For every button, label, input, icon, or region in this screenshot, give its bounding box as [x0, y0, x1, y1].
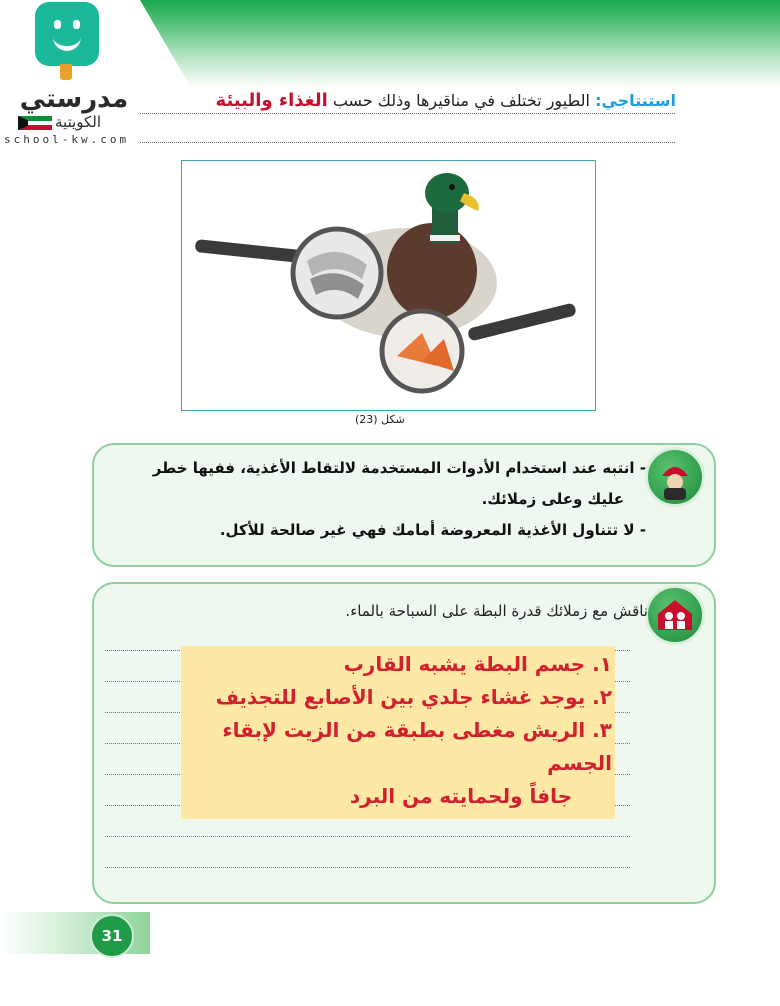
conclusion-label: استنتاجي:	[595, 91, 676, 110]
answer-list	[182, 648, 612, 813]
logo-smile	[53, 30, 81, 51]
magnifier-lens-wing	[293, 229, 381, 317]
alert-line-2: عليك وعلى زملائك.	[481, 490, 624, 508]
conclusion-dotted-line	[140, 113, 675, 114]
logo-subtitle: الكويتية	[55, 113, 102, 131]
logo-title: مدرستي	[19, 84, 129, 114]
logo-url: school-kw.com	[4, 133, 130, 146]
answer-item-3-continuation: جافاً ولحمايته من البرد	[349, 784, 572, 808]
worker-helmet-icon	[645, 447, 705, 507]
duck-eye	[449, 184, 455, 190]
alert-line-1: - انتبه عند استخدام الأدوات المستخدمة لالتقاط الأغذية، ففيها خطر	[152, 459, 646, 477]
school-logo	[0, 0, 140, 150]
duck-illustration	[182, 161, 595, 410]
duck-figure	[181, 160, 596, 411]
duck-head	[425, 173, 469, 213]
page-number: 31	[90, 914, 134, 958]
answer-item-1: ١. جسم البطة يشبه القارب	[343, 652, 612, 676]
duck-collar	[430, 235, 460, 241]
header-band	[140, 0, 780, 88]
kuwait-flag-icon	[18, 116, 52, 130]
conclusion-answer: الغذاء والبيئة	[215, 90, 328, 111]
magnifier-handle-left	[195, 239, 306, 263]
conclusion-dotted-line-2	[140, 142, 675, 143]
alert-line-3: - لا تتناول الأغذية المعروضة أمامك فهي غير صالحة للأكل.	[219, 521, 646, 539]
figure-caption: شكل (23)	[355, 413, 405, 426]
answer-dotted-line	[105, 836, 630, 837]
logo-eye-right	[73, 20, 80, 29]
people-group-icon	[645, 585, 705, 645]
logo-stick	[60, 64, 72, 80]
duck-beak	[460, 193, 479, 211]
logo-eye-left	[54, 20, 61, 29]
logo-mark-icon	[35, 2, 99, 66]
answer-item-3: ٣. الريش مغطى بطبقة من الزيت لإبقاء الجسم	[222, 718, 612, 775]
conclusion-line	[116, 90, 676, 111]
answer-item-2: ٢. يوجد غشاء جلدي بين الأصابع للتجذيف	[215, 685, 612, 709]
safety-alert-text	[126, 453, 646, 546]
conclusion-text: الطيور تختلف في مناقيرها وذلك حسب	[327, 91, 590, 110]
answer-dotted-line	[105, 867, 630, 868]
discussion-prompt: ناقش مع زملائك قدرة البطة على السباحة بالماء.	[345, 602, 648, 620]
